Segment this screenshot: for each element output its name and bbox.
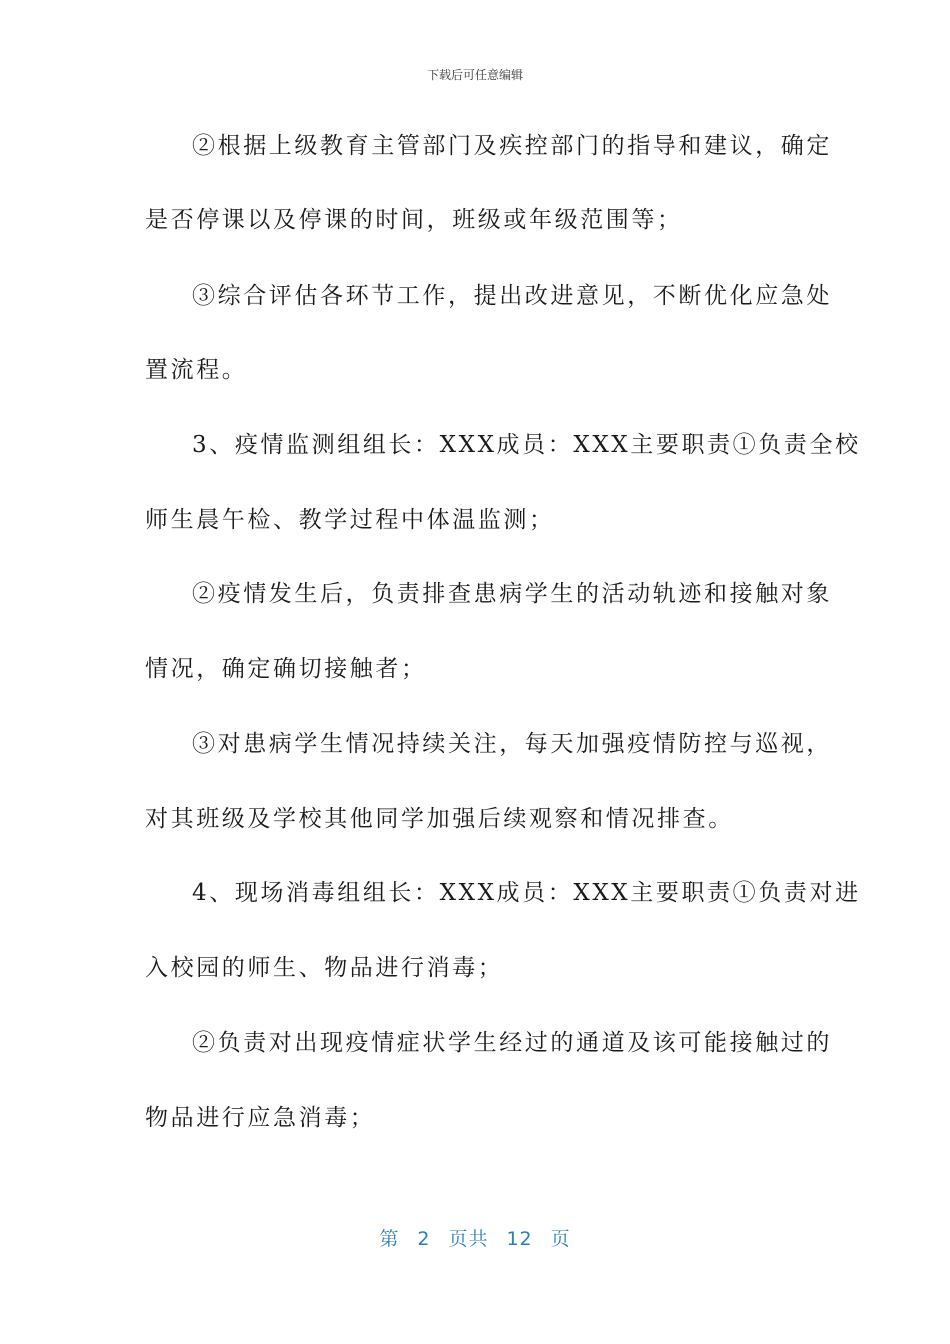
paragraph-line: 物品进行应急消毒； <box>145 1105 376 1131</box>
paragraph-line: 入校园的师生、物品进行消毒； <box>145 955 504 981</box>
paragraph-line: 是否停课以及停课的时间，班级或年级范围等； <box>145 207 683 233</box>
paragraph-line: 4、现场消毒组组长：XXX成员：XXX主要职责①负责对进 <box>192 880 861 906</box>
paragraph-line: 情况，确定确切接触者； <box>145 656 427 682</box>
footer-di: 第 <box>379 1228 400 1250</box>
current-page-number: 2 <box>417 1228 431 1250</box>
header-note: 下载后可任意编辑 <box>426 68 523 82</box>
page-footer <box>0 1224 950 1251</box>
paragraph-line: ③对患病学生情况持续关注，每天加强疫情防控与巡视， <box>192 731 832 757</box>
paragraph-line: 置流程。 <box>145 357 248 383</box>
paragraph-line: 师生晨午检、教学过程中体温监测； <box>145 507 555 533</box>
paragraph-line: ③综合评估各环节工作，提出改进意见，不断优化应急处 <box>192 283 832 309</box>
paragraph-line: 对其班级及学校其他同学加强后续观察和情况排查。 <box>145 806 734 832</box>
paragraph-line: ②疫情发生后，负责排查患病学生的活动轨迹和接触对象 <box>192 581 832 607</box>
footer-ye-gong: 页共 <box>448 1228 489 1250</box>
paragraph-line: ②负责对出现疫情症状学生经过的通道及该可能接触过的 <box>192 1030 832 1056</box>
paragraph-line: ②根据上级教育主管部门及疾控部门的指导和建议，确定 <box>192 133 832 159</box>
footer-ye: 页 <box>550 1228 571 1250</box>
total-pages-number: 12 <box>506 1228 533 1250</box>
paragraph-line: 3、疫情监测组组长：XXX成员：XXX主要职责①负责全校 <box>192 432 861 458</box>
